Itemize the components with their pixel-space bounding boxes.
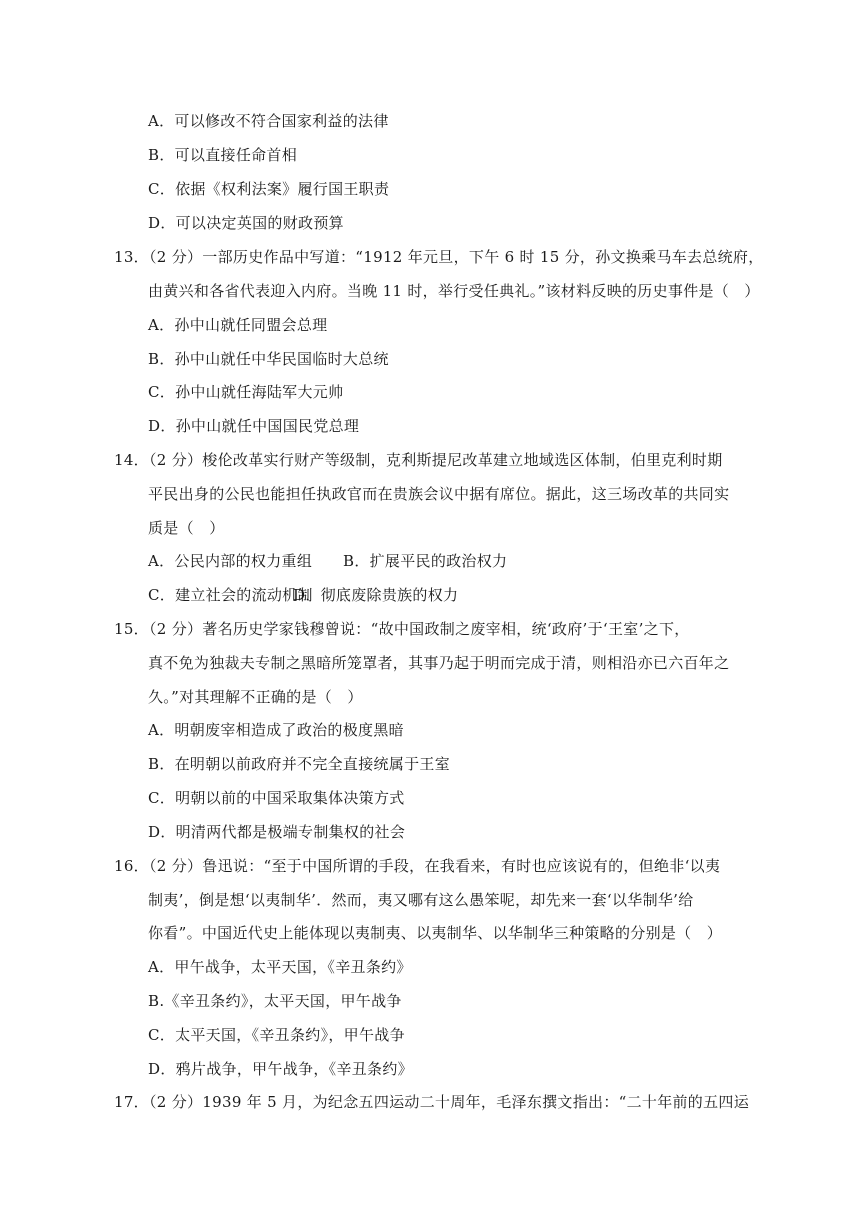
option-d: D．彻底废除贵族的权力: [293, 586, 459, 604]
question-text: 13．（2 分）一部历史作品中写道：“1912 年元旦，下午 6 时 15 分，孙文换乘马车去总统府，: [114, 248, 764, 266]
option-c: C．太平天国，《辛丑条约》，甲午战争: [148, 1026, 405, 1044]
option-a: A．可以修改不符合国家利益的法律: [148, 112, 389, 130]
option-d: D．明清两代都是极端专制集权的社会: [148, 823, 406, 841]
question-text: 真不免为独裁夫专制之黑暗所笼罩者，其事乃起于明而完成于清，则相沿亦已六百年之: [148, 654, 730, 672]
option-a: A．公民内部的权力重组: [148, 552, 313, 570]
option-b: B．可以直接任命首相: [148, 146, 298, 164]
question-text: 久。”对其理解不正确的是（ ）: [148, 688, 363, 706]
question-text: 16．（2 分）鲁迅说：“至于中国所谓的手段，在我看来，有时也应该说有的，但绝非‘以夷: [114, 857, 721, 875]
question-text: 平民出身的公民也能担任执政官而在贵族会议中据有席位。据此，这三场改革的共同实: [148, 485, 730, 503]
question-text: 你看”。中国近代史上能体现以夷制夷、以夷制华、以华制华三种策略的分别是（ ）: [148, 924, 723, 942]
option-a: A．甲午战争，太平天国，《辛丑条约》: [148, 958, 412, 976]
option-a: A．孙中山就任同盟会总理: [148, 316, 328, 334]
option-b: B．扩展平民的政治权力: [343, 552, 508, 570]
option-d: D．孙中山就任中国国民党总理: [148, 417, 360, 435]
option-a: A．明朝废宰相造成了政治的极度黑暗: [148, 721, 404, 739]
option-d: D．鸦片战争，甲午战争，《辛丑条约》: [148, 1060, 413, 1078]
question-text: 14．（2 分）梭伦改革实行财产等级制，克利斯提尼改革建立地域选区体制，伯里克利时期: [114, 451, 723, 469]
option-d: D．可以决定英国的财政预算: [148, 214, 344, 232]
option-b: B．在明朝以前政府并不完全直接统属于王室: [148, 755, 451, 773]
question-text: 17．（2 分）1939 年 5 月，为纪念五四运动二十周年，毛泽东撰文指出：“二十年前的五四运: [114, 1093, 749, 1111]
question-text: 质是（ ）: [148, 519, 225, 537]
option-b: B．孙中山就任中华民国临时大总统: [148, 350, 389, 368]
option-b: B.《辛丑条约》，太平天国，甲午战争: [148, 992, 402, 1010]
question-text: 由黄兴和各省代表迎入内府。当晚 11 时，举行受任典礼。”该材料反映的历史事件是（ ）: [148, 282, 760, 300]
option-c: C．孙中山就任海陆军大元帅: [148, 383, 344, 401]
question-text: 15．（2 分）著名历史学家钱穆曾说：“故中国政制之废宰相，统‘政府’于‘王室’之下，: [114, 620, 690, 638]
option-c: C．建立社会的流动机制: [148, 586, 313, 604]
option-c: C．明朝以前的中国采取集体决策方式: [148, 789, 405, 807]
option-c: C．依据《权利法案》履行国王职责: [148, 180, 390, 198]
question-text: 制夷’，倒是想‘以夷制华’．然而，夷又哪有这么愚笨呢，却先来一套‘以华制华’给: [148, 891, 694, 909]
